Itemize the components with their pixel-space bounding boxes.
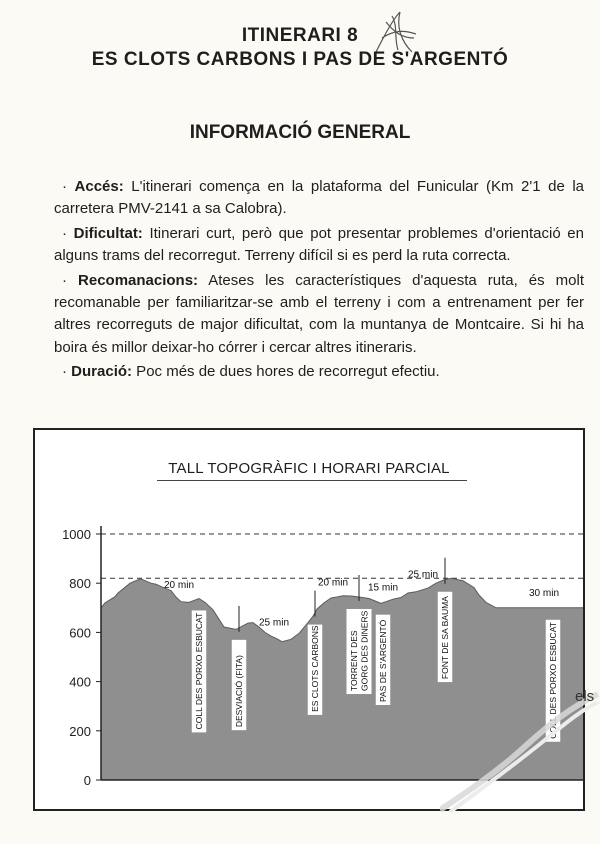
route-name: ES CLOTS CARBONS I PAS DE S'ARGENTÓ [91, 49, 509, 70]
torn-paper-edge [440, 690, 600, 825]
segment-time-0: 20 min [163, 579, 195, 591]
y-tick-label-1000: 1000 [62, 527, 91, 542]
access-text: L'itinerari comença en la plataforma del Funicular (Km 2'1 de la carretera PMV-2141 a sa Calobra). [54, 178, 584, 218]
segment-time-2: 20 min [317, 577, 349, 589]
waypoint-label-5-0: FONT DE SA BAUMA [440, 596, 451, 680]
recommendations-paragraph: · Recomanacions: Ateses les característiques d'aquesta ruta, és molt recomanable per familiaritzar-se amb el terreny i com a entrenament per fer altres recorreguts de major dificultat, com la muntanya de Montcaire. Si hi ha boira és millor deixar-ho córrer i cercar altres itineraris. [54, 271, 584, 356]
recommendations-text: Ateses les característiques d'aquesta ruta, és molt recomanable per familiaritzar-se amb el terreny i com a entrenament per fer altres recorreguts de major dificultat, com la muntanya de Montcaire. Si hi ha boira és millor deixar-ho córrer i cercar altres itineraris. [54, 271, 584, 356]
duration-term: Duració: [71, 363, 133, 381]
y-tick-label-0: 0 [83, 773, 91, 788]
y-tick-label-800: 800 [69, 576, 91, 592]
recommendations-term: Recomanacions: [78, 271, 199, 289]
difficulty-term: Dificultat: [73, 224, 143, 242]
duration-paragraph: · Duració: Poc més de dues hores de recorregut efectiu. [62, 363, 440, 381]
waypoint-label-3-1: GORG DES DINERS [359, 610, 370, 692]
itinerary-title [0, 24, 600, 72]
waypoint-label-1-0: DESVIACIÓ (FITA) [234, 655, 245, 728]
access-term: Accés: [74, 178, 124, 195]
duration-text: Poc més de dues hores de recorregut efectiu. [132, 363, 440, 381]
general-information [54, 176, 584, 386]
segment-time-4: 25 min [407, 569, 439, 581]
difficulty-paragraph: · Dificultat: Itinerari curt, però que pot presentar problemes d'orientació en alguns trams del recorregut. Terreny difícil si es perd la ruta correcta. [54, 224, 584, 265]
waypoint-label-3-0: TORRENT DES [349, 630, 359, 692]
y-tick-label-600: 600 [69, 625, 91, 641]
access-paragraph: · Accés: L'itinerari comença en la plataforma del Funicular (Km 2'1 de la carretera PMV-2141 a sa Calobra). [54, 178, 584, 218]
margin-text-fragment: els [575, 688, 595, 705]
segment-time-3: 15 min [367, 582, 399, 594]
waypoint-label-4-0: PAS DE S'ARGENTÓ [378, 619, 389, 702]
y-tick-label-200: 200 [69, 723, 91, 739]
waypoint-label-2-0: ES CLOTS CARBONS [310, 625, 321, 712]
y-tick-label-400: 400 [69, 674, 91, 690]
section-heading: INFORMACIÓ GENERAL [189, 122, 411, 143]
waypoint-label-0-0: COLL DES PORXO ESBUCAT [194, 612, 205, 730]
segment-time-1: 25 min [258, 617, 290, 629]
segment-time-5: 30 min [528, 587, 560, 599]
itinerary-number: ITINERARI 8 [241, 25, 359, 46]
chart-title: TALL TOPOGRÀFIC I HORARI PARCIAL [168, 460, 450, 477]
waypoint-label-6-0: COLL DES PORXO ESBUCAT [548, 622, 559, 739]
difficulty-text: Itinerari curt, però que pot presentar problemes d'orientació en alguns trams del recorregut. Terreny difícil si es perd la ruta correcta. [54, 224, 584, 265]
